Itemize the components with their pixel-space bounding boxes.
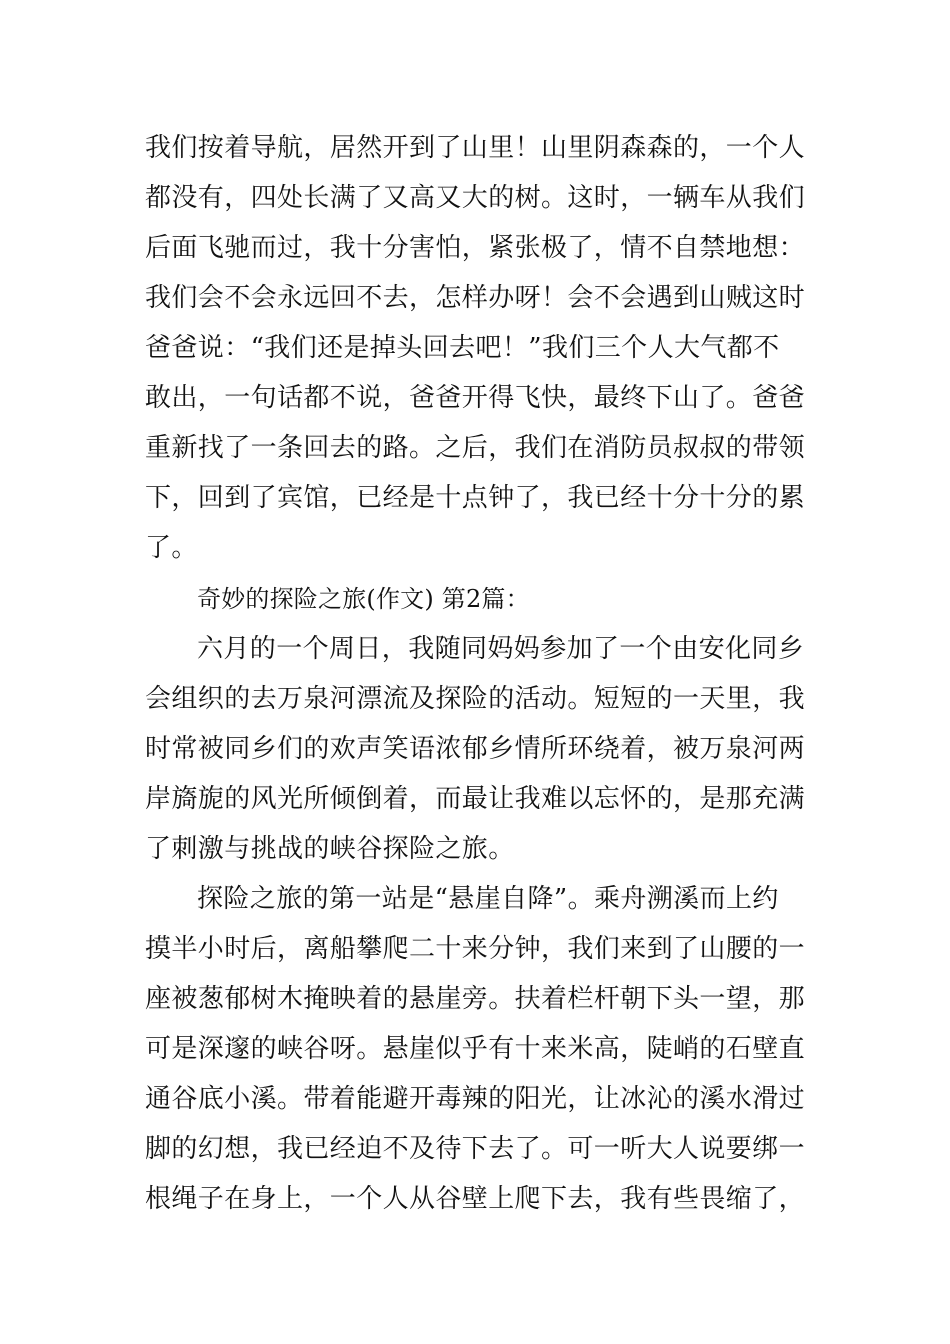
text-line: 通谷底小溪。带着能避开毒辣的阳光，让冰沁的溪水滑过 — [145, 1084, 806, 1114]
text-line: 可是深邃的峡谷呀。悬崖似乎有十来米高，陡峭的石壁直 — [145, 1034, 806, 1064]
text-line: 重新找了一条回去的路。之后，我们在消防员叔叔的带领 — [145, 433, 806, 463]
text-line: 我们按着导航，居然开到了山里！山里阴森森的，一个人 — [145, 133, 806, 163]
text-line: 会组织的去万泉河漂流及探险的活动。短短的一天里，我 — [145, 684, 806, 714]
text-line: 了刺激与挑战的峡谷探险之旅。 — [145, 834, 515, 864]
text-line: 都没有，四处长满了又高又大的树。这时，一辆车从我们 — [145, 183, 806, 213]
text-line: 时常被同乡们的欢声笑语浓郁乡情所环绕着，被万泉河两 — [145, 734, 806, 764]
text-line: 了。 — [145, 533, 198, 563]
text-line: 爸爸说：“我们还是掉头回去吧！”我们三个人大气都不 — [145, 333, 780, 363]
text-line: 后面飞驰而过，我十分害怕，紧张极了，情不自禁地想： — [145, 233, 806, 263]
text-line: 摸半小时后，离船攀爬二十来分钟，我们来到了山腰的一 — [145, 934, 806, 964]
text-line: 探险之旅的第一站是“悬崖自降”。乘舟溯溪而上约 — [197, 884, 779, 914]
text-line: 脚的幻想，我已经迫不及待下去了。可一听大人说要绑一 — [145, 1134, 806, 1164]
text-line: 我们会不会永远回不去，怎样办呀！会不会遇到山贼这时 — [145, 283, 806, 313]
text-line: 座被葱郁树木掩映着的悬崖旁。扶着栏杆朝下头一望，那 — [145, 984, 806, 1014]
text-line: 根绳子在身上，一个人从谷壁上爬下去，我有些畏缩了， — [145, 1184, 806, 1214]
text-line: 敢出，一句话都不说，爸爸开得飞快，最终下山了。爸爸 — [145, 383, 806, 413]
section-heading: 奇妙的探险之旅(作文) 第2篇： — [197, 585, 530, 613]
text-line: 岸旖旎的风光所倾倒着，而最让我难以忘怀的，是那充满 — [145, 784, 806, 814]
text-line: 下，回到了宾馆，已经是十点钟了，我已经十分十分的累 — [145, 483, 806, 513]
text-line: 六月的一个周日，我随同妈妈参加了一个由安化同乡 — [197, 634, 805, 664]
